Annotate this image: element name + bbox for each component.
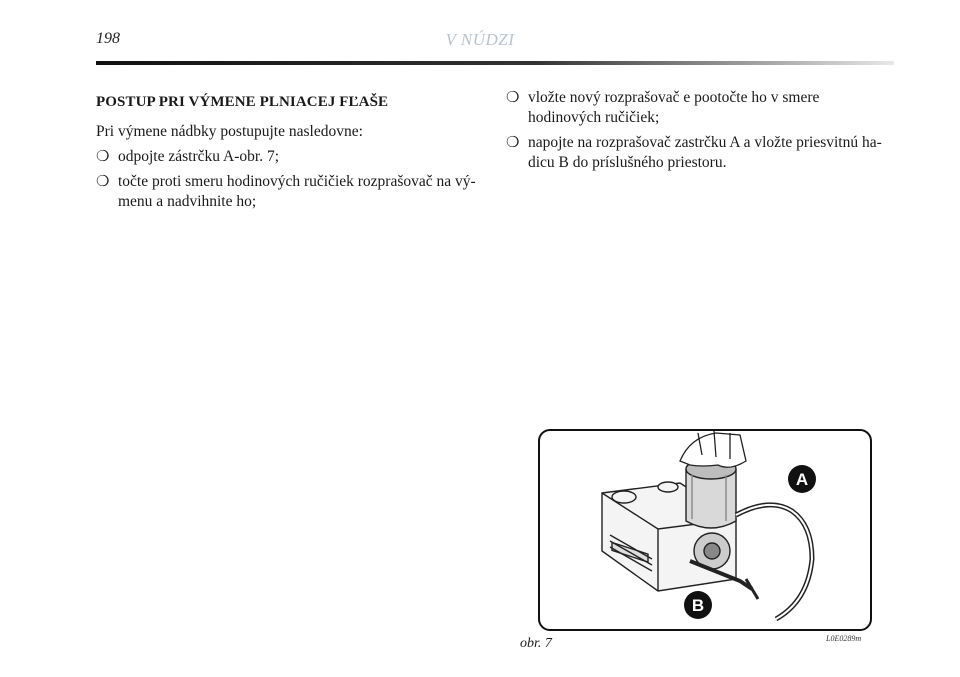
figure-code: L0E0289m	[826, 634, 862, 643]
list-item-text: odpojte zástrčku A-obr. 7;	[118, 148, 279, 165]
list-item-text: napojte na rozprašovač zastrčku A a vložte priesvitnú ha-dicu B do príslušného priestoru.	[528, 134, 882, 171]
canister	[686, 459, 736, 528]
page-number: 198	[96, 30, 120, 47]
list-item-text: točte proti smeru hodinových ručičiek rozprašovač na vý-menu a nadvihnite ho;	[118, 173, 476, 210]
hose-a	[736, 505, 812, 619]
right-column	[506, 88, 896, 178]
list-item	[506, 88, 896, 128]
list-item	[506, 133, 896, 173]
hand	[680, 431, 746, 467]
circle-bullet-icon: ❍	[506, 90, 520, 106]
list-item-text: vložte nový rozprašovač e pootočte ho v smere hodinových ručičiek;	[528, 89, 820, 126]
label-b	[684, 591, 712, 619]
figure-caption: obr. 7	[520, 636, 552, 651]
section-title: POSTUP PRI VÝMENE PLNIACEJ FĽAŠE	[96, 94, 389, 110]
running-header: V NÚDZI	[445, 30, 515, 49]
intro-text: Pri výmene nádbky postupujte nasledovne:	[96, 123, 363, 140]
svg-text:A: A	[795, 470, 809, 489]
label-a	[788, 465, 816, 493]
figure-illustration	[538, 429, 872, 631]
svg-text:B: B	[691, 596, 705, 615]
circle-bullet-icon: ❍	[96, 174, 110, 190]
header-rule	[96, 61, 894, 65]
list-item	[96, 172, 478, 212]
circle-bullet-icon: ❍	[96, 149, 110, 165]
list-item	[96, 147, 478, 167]
left-column	[96, 88, 478, 217]
circle-bullet-icon: ❍	[506, 135, 520, 151]
compressor-illustration	[540, 431, 870, 629]
